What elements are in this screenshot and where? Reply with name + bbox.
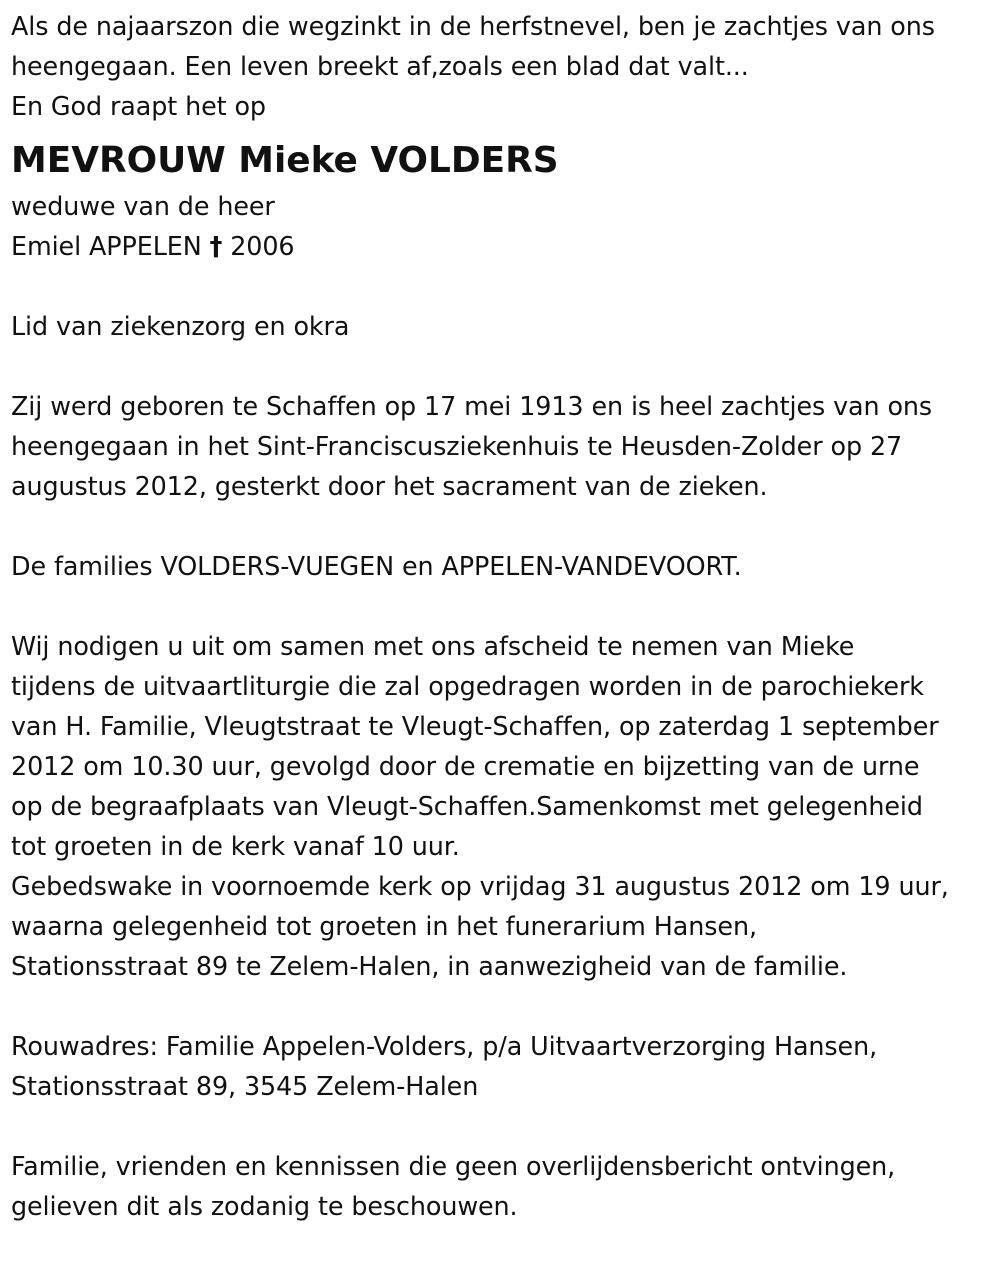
poem-line: heengegaan. Een leven breekt af,zoals een blad dat valt...: [11, 51, 749, 81]
paragraph-line: op de begraafplaats van Vleugt-Schaffen.Samenkomst met gelegenheid: [11, 791, 923, 821]
spacer: [11, 986, 996, 1026]
mourning-address: [11, 1026, 996, 1106]
spouse-line: [11, 226, 996, 266]
closing-note: [11, 1146, 996, 1226]
paragraph-line: Zij werd geboren te Schaffen op 17 mei 1913 en is heel zachtjes van ons: [11, 391, 933, 421]
paragraph-line: Stationsstraat 89 te Zelem-Halen, in aanwezigheid van de familie.: [11, 951, 848, 981]
spacer: [11, 346, 996, 386]
paragraph-line: heengegaan in het Sint-Franciscusziekenhuis te Heusden-Zolder op 27: [11, 431, 903, 461]
spouse-name: Emiel APPELEN: [11, 231, 202, 261]
paragraph-line: Gebedswake in voornoemde kerk op vrijdag 31 augustus 2012 om 19 uur,: [11, 871, 949, 901]
paragraph-line: augustus 2012, gesterkt door het sacrament van de zieken.: [11, 471, 768, 501]
obituary-notice: [11, 6, 996, 1226]
paragraph-line: van H. Familie, Vleugtstraat te Vleugt-Schaffen, op zaterdag 1 september: [11, 711, 939, 741]
poem: [11, 6, 996, 126]
closing-line: gelieven dit als zodanig te beschouwen.: [11, 1191, 518, 1221]
widow-of-line: weduwe van de heer: [11, 191, 275, 221]
families: De families VOLDERS-VUEGEN en APPELEN-VANDEVOORT.: [11, 551, 742, 581]
cross-icon: †: [209, 231, 223, 261]
poem-line: Als de najaarszon die wegzinkt in de herfstnevel, ben je zachtjes van ons: [11, 11, 935, 41]
paragraph-line: 2012 om 10.30 uur, gevolgd door de crematie en bijzetting van de urne: [11, 751, 920, 781]
closing-line: Familie, vrienden en kennissen die geen overlijdensbericht ontvingen,: [11, 1151, 896, 1181]
spacer: [11, 586, 996, 626]
invitation-paragraph: [11, 626, 996, 986]
spouse-death-year: 2006: [230, 231, 295, 261]
spacer: [11, 266, 996, 306]
paragraph-line: tot groeten in de kerk vanaf 10 uur.: [11, 831, 460, 861]
address-line: Stationsstraat 89, 3545 Zelem-Halen: [11, 1071, 479, 1101]
paragraph-line: tijdens de uitvaartliturgie die zal opgedragen worden in de parochiekerk: [11, 671, 924, 701]
deceased-block: [11, 137, 996, 266]
address-line: Rouwadres: Familie Appelen-Volders, p/a Uitvaartverzorging Hansen,: [11, 1031, 878, 1061]
membership: Lid van ziekenzorg en okra: [11, 311, 350, 341]
deceased-name: MEVROUW Mieke VOLDERS: [11, 140, 559, 181]
spacer: [11, 506, 996, 546]
paragraph-line: Wij nodigen u uit om samen met ons afscheid te nemen van Mieke: [11, 631, 855, 661]
paragraph-line: waarna gelegenheid tot groeten in het funerarium Hansen,: [11, 911, 757, 941]
birth-death-paragraph: [11, 386, 996, 506]
poem-line: En God raapt het op: [11, 91, 266, 121]
spacer: [11, 1106, 996, 1146]
